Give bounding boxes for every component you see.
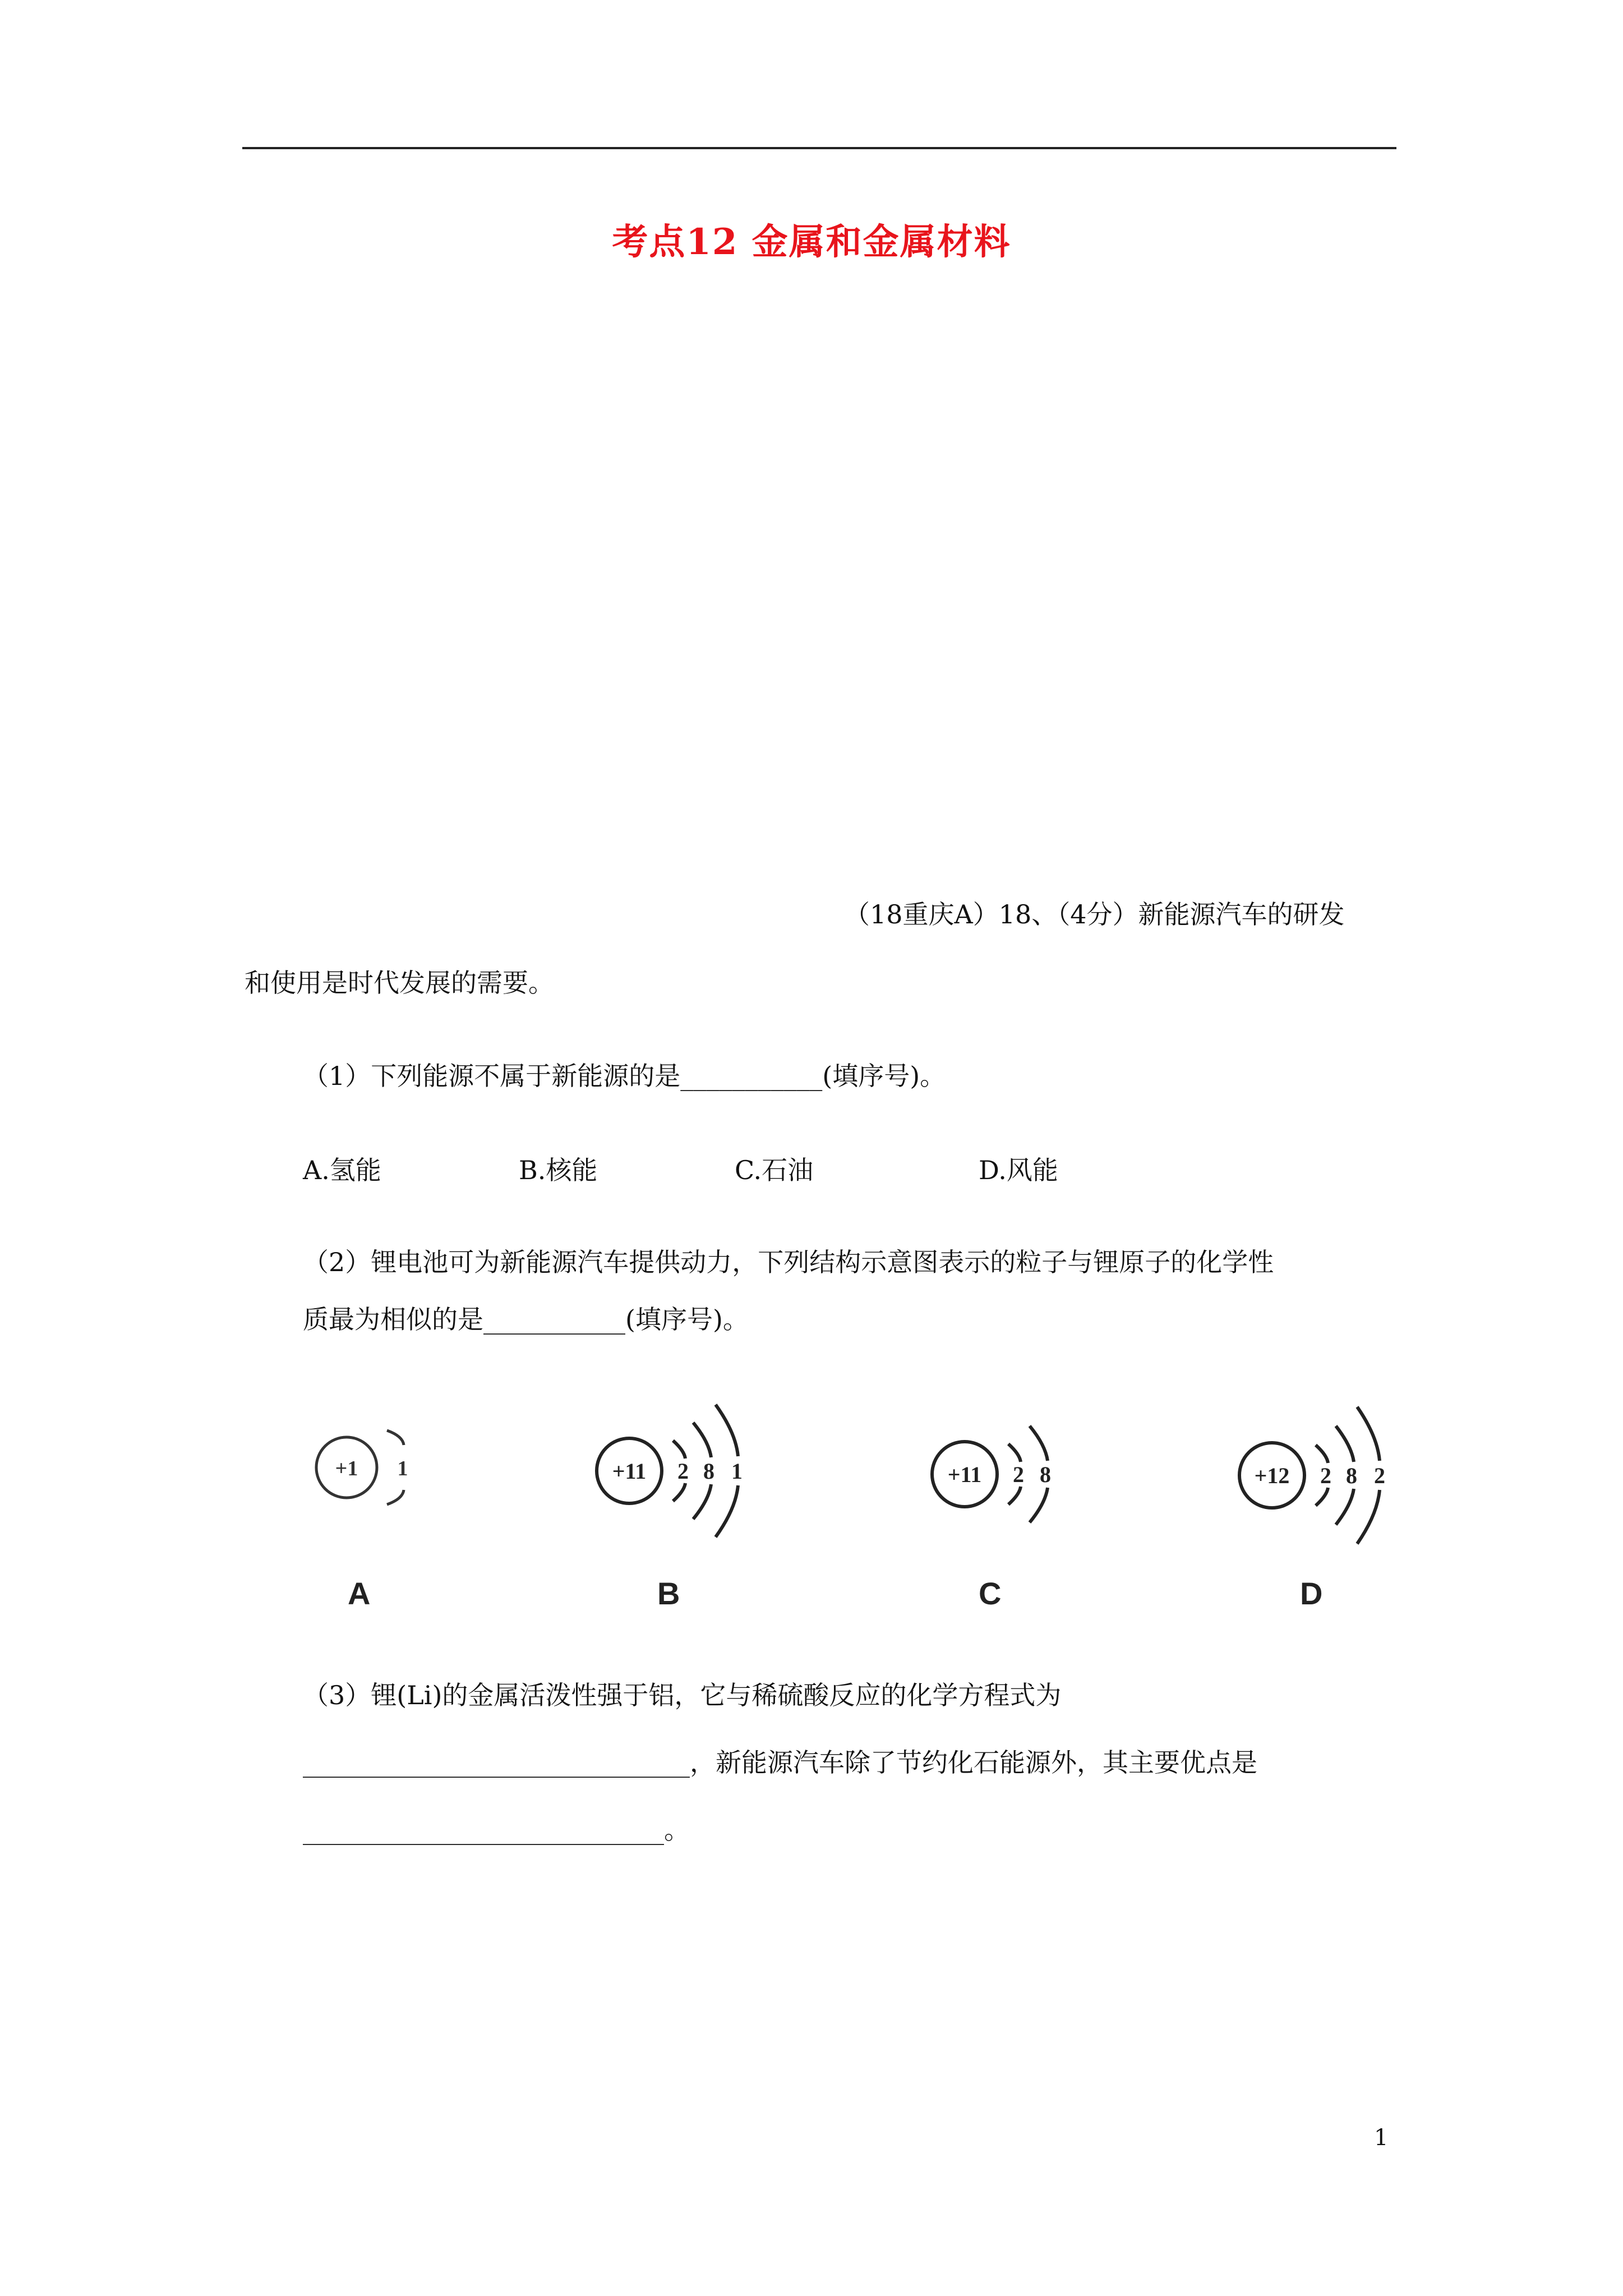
question-3-line1: （3）锂(Li)的金属活泼性强于铝，它与稀硫酸反应的化学方程式为 [303,1680,1062,1710]
electron-shell-arc [387,1430,404,1445]
question-2-line2: 质最为相似的是___________(填序号)。 [303,1304,749,1335]
electron-shell-arc [693,1423,711,1457]
electron-shell-arc [716,1405,738,1456]
question-2-line1: （2）锂电池可为新能源汽车提供动力，下列结构示意图表示的粒子与锂原子的化学性 [303,1247,1274,1277]
electron-shell-arc [673,1441,685,1458]
electron-shell-arc [1030,1426,1048,1461]
electron-count: 2 [677,1458,689,1484]
question-3-line3: ____________________________。 [303,1815,690,1845]
diagram-label-d: D [1300,1576,1323,1611]
electron-count: 8 [1040,1462,1051,1487]
page-title: 考点12 金属和金属材料 [612,221,1011,263]
question-header-line2: 和使用是时代发展的需要。 [245,968,554,998]
electron-shell-arc [1357,1490,1380,1544]
question-header-line1: （18重庆A）18、（4分）新能源汽车的研发 [844,899,1345,930]
electron-shell-arc [693,1484,711,1519]
page-number: 1 [1374,2125,1389,2151]
question-1: （1）下列能源不属于新能源的是___________(填序号)。 [303,1061,946,1091]
electron-shell-arc [1008,1444,1021,1462]
electron-shell-arc [673,1483,685,1501]
option-d: D.风能 [979,1155,1058,1185]
electron-count: 2 [1013,1462,1024,1487]
electron-shell-arc [1316,1488,1328,1506]
electron-count: 8 [1346,1463,1357,1488]
option-c: C.石油 [735,1155,814,1185]
nucleus-charge: +11 [947,1462,982,1487]
electron-count: 1 [397,1457,408,1480]
electron-shell-arc [1336,1426,1354,1462]
diagram-label-b: B [657,1576,680,1611]
electron-shell-arc [1030,1488,1048,1522]
electron-shell-arc [1316,1445,1328,1463]
electron-count: 2 [1320,1463,1331,1488]
electron-count: 2 [1374,1463,1385,1488]
question-3-line2: ______________________________，新能源汽车除了节约化石能源外，其主要优点是 [303,1747,1257,1778]
electron-shell-arc [716,1485,738,1537]
atom-diagram-a [303,1397,437,1543]
electron-shell-arc [1357,1407,1380,1461]
electron-count: 1 [731,1458,743,1484]
diagram-label-c: C [979,1576,1002,1611]
electron-count: 8 [703,1458,714,1484]
atom-diagram-d [1234,1397,1402,1559]
electron-shell-arc [1008,1487,1021,1504]
diagram-label-a: A [348,1576,371,1611]
nucleus-charge: +12 [1254,1463,1290,1488]
atom-diagram-b [589,1397,768,1554]
atom-diagram-c [920,1397,1077,1554]
option-a: A.氢能 [303,1155,381,1185]
electron-shell-arc [387,1490,404,1504]
nucleus-charge: +1 [335,1457,358,1480]
option-b: B.核能 [519,1155,598,1185]
header-rule [242,147,1396,149]
nucleus-charge: +11 [612,1458,647,1484]
electron-shell-arc [1336,1489,1354,1525]
